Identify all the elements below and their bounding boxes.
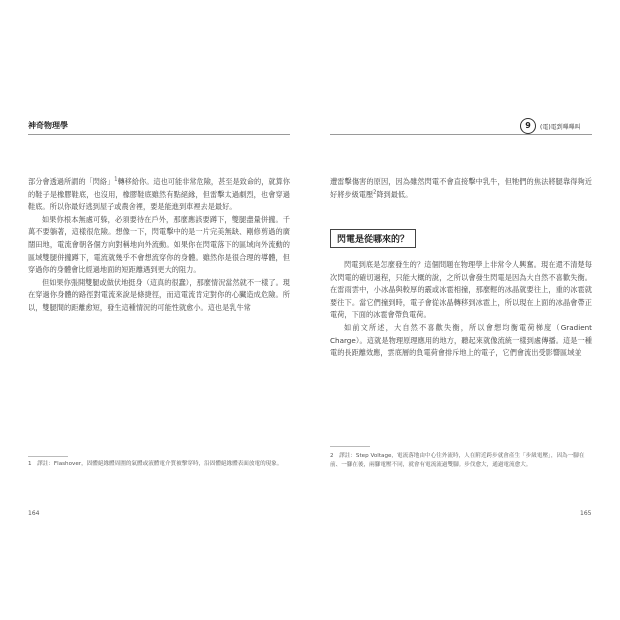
- right-paragraph: 遭雷擊傷害的原因，因為雖然閃電不會直接擊中乳牛，但牠們的焦法將腿靠得夠近好將步級電壓$^2$降到最低。: [330, 177, 592, 199]
- section-heading: 閃電是從哪來的？: [330, 229, 416, 248]
- left-footnote: 1 譯註：Flashover，固體絕緣體周圍的氣體或液體電介質被擊穿時，沿固體絕緣體表面放電的現象。: [28, 461, 283, 467]
- right-page-top-text: [330, 176, 592, 201]
- right-footnote: 2 譯註：Step Voltage，電流落地由中心往外流時，人在附近跨步就會產生「步級電壓」，因為一腳在前、一腳在後，兩腳電壓不同，就會有電流流過雙腳。步伐愈大，通過電流愈大。: [330, 453, 585, 468]
- book-title: 神奇物理學: [28, 121, 68, 130]
- footnote-rule: [28, 456, 68, 457]
- footnote-marker: 2: [373, 189, 377, 196]
- chapter-number-badge: 9: [520, 118, 536, 134]
- right-header-rule: [330, 134, 592, 135]
- left-paragraph: 如果你根本無處可躲，必須要待在戶外，那麼應該要蹲下，雙腿盡量併攏。千萬不要躺著，這樣很危險。想像一下，閃電擊中的是一片完美無缺、剛修剪過的廣闊田地，電流會朝各個方向對稱地向外流動。如果你在閃電落下的區域向外流動的區域雙腿併攏蹲下，電流就幾乎不會想流穿你的身體。雖然你是很合理的導體，但穿過你的身體會比經過地面的短距離遇到更大的阻力。: [28, 214, 290, 275]
- right-paragraph: 如前文所述，大自然不喜歡失衡，所以會想均衡電荷梯度（Gradient Charge）。這就是物理原理應用的地方，聽起來就像流統一樣到處傳播。這是一種電的長距離效應，雲底層的負電荷會排斥地上的電子，它們會流出受影響區域並: [330, 322, 592, 358]
- page-number-right: 165: [580, 510, 592, 517]
- left-paragraph: 部分會透過所謂的「閃絡」$^1$轉移給你。這也可能非常危險，甚至是致命的，就算你的鞋子是橡膠鞋底，也沒用，橡膠鞋底雖然有點絕緣，但雷擊太過劇烈，也會穿過鞋底。所以你最好逃到屋子或農舍裡，要是能進到車裡去是最好。: [28, 176, 290, 212]
- chapter-header: [520, 118, 581, 134]
- right-page-body: [330, 259, 592, 360]
- right-paragraph: 閃電到底是怎麼發生的？這個問題在物理學上非常令人興奮。現在還不清楚每次閃電的確切過程，只能大概的說，之所以會發生閃電是因為大自然不喜歡失衡。在雷雨雲中，小冰晶與較厚的霰或冰雹相撞，那麼輕的冰晶就要往上，重的冰雹就要往下。當它們撞到時，電子會從冰晶轉移到冰雹上，所以現在上面的冰晶會帶正電荷，下面的冰雹會帶負電荷。: [330, 260, 592, 320]
- page-number-left: 164: [28, 510, 40, 517]
- left-page-body: [28, 176, 290, 315]
- left-header-rule: [28, 134, 290, 135]
- footnote-rule: [330, 446, 370, 447]
- left-paragraph: 但如果你張開雙腿或做伏地挺身（這真的很蠢），那麼情況當然就不一樣了。現在穿過你身體的路徑對電流來說是條捷徑，而這電流肯定對你的心臟造成危險。所以，雙腿間的距離愈短，發生這種情況的可能性就愈小。這也是乳牛常: [28, 277, 290, 312]
- footnote-marker: 1: [114, 176, 118, 183]
- chapter-title: (電)電到嗶嗶叫: [540, 123, 581, 131]
